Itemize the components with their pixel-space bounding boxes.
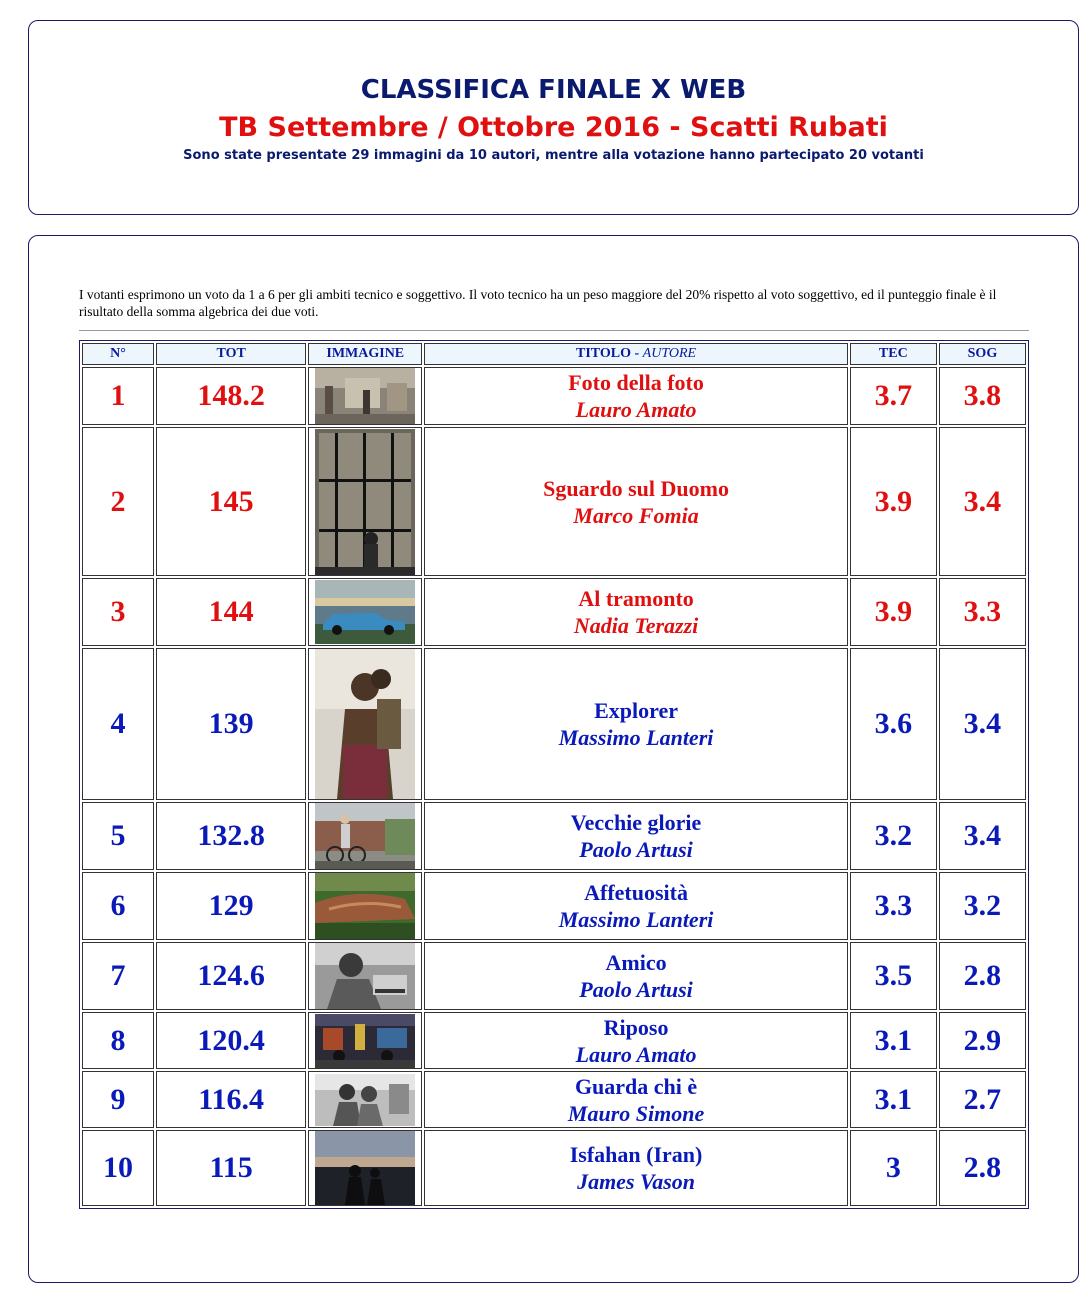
title-author-cell [424, 942, 847, 1010]
photo-children[interactable] [315, 649, 415, 799]
table-row [82, 942, 1026, 1010]
title-author-cell [424, 1130, 847, 1206]
title-author-cell [424, 872, 847, 940]
photo-title: Amico [605, 950, 667, 975]
total-score: 132.8 [156, 802, 306, 870]
image-cell [308, 427, 422, 576]
header-title-author [424, 343, 847, 365]
rank-number: 8 [82, 1012, 154, 1069]
rank-number: 4 [82, 648, 154, 800]
header-panel [28, 20, 1079, 215]
sog-score: 3.4 [939, 648, 1026, 800]
total-score: 129 [156, 872, 306, 940]
rank-number: 1 [82, 367, 154, 425]
photo-window-duomo[interactable] [315, 429, 415, 575]
photo-author: Lauro Amato [575, 1041, 697, 1067]
rank-number: 6 [82, 872, 154, 940]
sog-score: 2.7 [939, 1071, 1026, 1128]
image-cell [308, 802, 422, 870]
header-tec: TEC [850, 343, 937, 365]
rank-number: 5 [82, 802, 154, 870]
photo-title: Riposo [603, 1014, 669, 1040]
table-row [82, 802, 1026, 870]
photo-title: Sguardo sul Duomo [543, 475, 729, 501]
total-score: 120.4 [156, 1012, 306, 1069]
photo-bw-man[interactable] [315, 943, 415, 1009]
image-cell [308, 367, 422, 425]
table-header-row [82, 343, 1026, 365]
photo-title: Explorer [594, 698, 679, 723]
image-cell [308, 648, 422, 800]
tec-score: 3.3 [850, 872, 937, 940]
title-author-cell [424, 578, 847, 646]
total-score: 144 [156, 578, 306, 646]
sog-score: 3.8 [939, 367, 1026, 425]
sog-score: 3.2 [939, 872, 1026, 940]
tec-score: 3 [850, 1130, 937, 1206]
photo-man-bicycle[interactable] [315, 803, 415, 869]
title-author-cell [424, 367, 847, 425]
ranking-table [79, 340, 1029, 1209]
table-row [82, 1012, 1026, 1069]
sog-score: 3.4 [939, 427, 1026, 576]
total-score: 139 [156, 648, 306, 800]
rank-number: 9 [82, 1071, 154, 1128]
photo-silhouettes-sky[interactable] [315, 1131, 415, 1205]
title-author-cell [424, 648, 847, 800]
tec-score: 3.9 [850, 427, 937, 576]
tec-score: 3.6 [850, 648, 937, 800]
image-cell [308, 1071, 422, 1128]
table-row [82, 648, 1026, 800]
divider [79, 330, 1029, 331]
image-cell [308, 578, 422, 646]
photo-author: Lauro Amato [575, 397, 697, 422]
photo-author: Paolo Artusi [579, 837, 693, 862]
photo-title: Affetuosità [584, 880, 688, 905]
table-row [82, 1130, 1026, 1206]
rank-number: 10 [82, 1130, 154, 1206]
sog-score: 2.9 [939, 1012, 1026, 1069]
table-row [82, 872, 1026, 940]
photo-blue-car-sunset[interactable] [315, 580, 415, 644]
sog-score: 3.3 [939, 578, 1026, 646]
rank-number: 3 [82, 578, 154, 646]
total-score: 148.2 [156, 367, 306, 425]
page-info: Sono state presentate 29 immagini da 10 autori, mentre alla votazione hanno partecipato 20 votanti [183, 148, 924, 163]
image-cell [308, 942, 422, 1010]
title-author-cell [424, 1071, 847, 1128]
header-author: AUTORE [642, 346, 697, 361]
image-cell [308, 872, 422, 940]
header-tot: TOT [156, 343, 306, 365]
image-cell [308, 1130, 422, 1206]
page-title: CLASSIFICA FINALE X WEB [360, 75, 747, 105]
photo-bw-couple[interactable] [315, 1074, 415, 1126]
photo-author: Nadia Terazzi [573, 613, 699, 638]
table-row [82, 367, 1026, 425]
sog-score: 2.8 [939, 942, 1026, 1010]
page-subtitle: TB Settembre / Ottobre 2016 - Scatti Rubati [219, 112, 888, 143]
total-score: 115 [156, 1130, 306, 1206]
photo-title: Al tramonto [578, 586, 694, 611]
photo-author: Marco Fomia [573, 502, 699, 528]
photo-nature-green[interactable] [315, 873, 415, 939]
tec-score: 3.9 [850, 578, 937, 646]
photo-title: Vecchie glorie [570, 810, 702, 835]
total-score: 116.4 [156, 1071, 306, 1128]
intro-text: I votanti esprimono un voto da 1 a 6 per gli ambiti tecnico e soggettivo. Il voto tecnico ha un peso maggiore del 20% rispetto al voto soggettivo, ed il punteggio finale è il risultato della somma algebrica dei due voti. [79, 287, 997, 319]
title-author-cell [424, 802, 847, 870]
tec-score: 3.7 [850, 367, 937, 425]
tec-score: 3.1 [850, 1071, 937, 1128]
total-score: 145 [156, 427, 306, 576]
photo-title: Isfahan (Iran) [569, 1142, 703, 1167]
photo-author: Paolo Artusi [579, 977, 693, 1002]
total-score: 124.6 [156, 942, 306, 1010]
table-row [82, 1071, 1026, 1128]
sog-score: 2.8 [939, 1130, 1026, 1206]
header-image: IMMAGINE [308, 343, 422, 365]
tec-score: 3.2 [850, 802, 937, 870]
tec-score: 3.5 [850, 942, 937, 1010]
photo-title: Guarda chi è [574, 1073, 698, 1099]
photo-author: Massimo Lanteri [558, 907, 714, 932]
photo-gallery-statues[interactable] [315, 368, 415, 424]
header-title: TITOLO - [576, 346, 643, 361]
ranking-panel [28, 235, 1079, 1283]
photo-street-night[interactable] [315, 1014, 415, 1068]
sog-score: 3.4 [939, 802, 1026, 870]
photo-author: James Vason [577, 1169, 696, 1194]
title-author-cell [424, 427, 847, 576]
header-sog: SOG [939, 343, 1026, 365]
title-author-cell [424, 1012, 847, 1069]
photo-author: Massimo Lanteri [558, 725, 714, 750]
table-row [82, 578, 1026, 646]
photo-title: Foto della foto [568, 370, 704, 395]
table-row [82, 427, 1026, 576]
photo-author: Mauro Simone [567, 1100, 705, 1126]
rank-number: 2 [82, 427, 154, 576]
header-n: N° [82, 343, 154, 365]
rank-number: 7 [82, 942, 154, 1010]
tec-score: 3.1 [850, 1012, 937, 1069]
image-cell [308, 1012, 422, 1069]
